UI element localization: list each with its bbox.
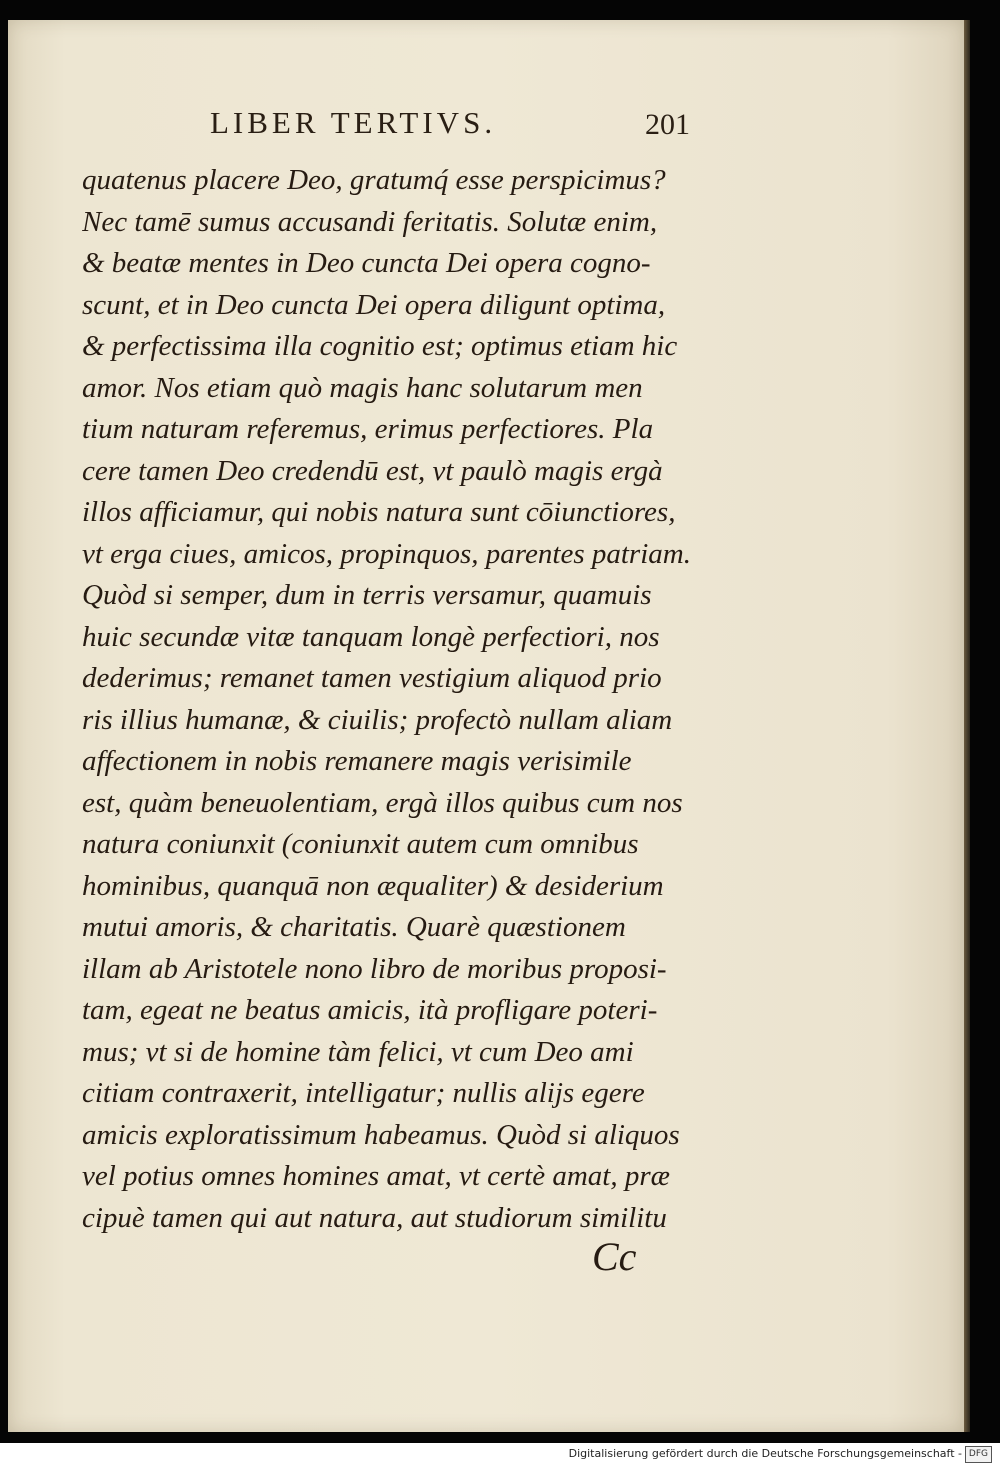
text-line: affectionem in nobis remanere magis verisimile	[82, 745, 632, 777]
text-line: Nec tamē sumus accusandi feritatis. Solutæ enim,	[82, 205, 658, 238]
page-edge	[964, 20, 970, 1432]
text-line: mutui amoris, & charitatis. Quarè quæstionem	[82, 911, 626, 943]
text-line: quatenus placere Deo, gratumq́ esse perspicimus?	[82, 164, 666, 196]
text-line: amor. Nos etiam quò magis hanc solutarum men	[82, 371, 643, 404]
text-line: cere tamen Deo credendū est, vt paulò magis ergà	[82, 454, 663, 487]
footer-bar	[0, 1443, 1000, 1465]
text-line: & beatæ mentes in Deo cuncta Dei opera cogno-	[82, 247, 651, 279]
text-line: tium naturam referemus, erimus perfectiores. Pla	[82, 413, 654, 445]
text-line: est, quàm beneuolentiam, ergà illos quibus cum nos	[82, 786, 683, 819]
text-line: dederimus; remanet tamen vestigium aliquod prio	[82, 662, 662, 694]
text-line: scunt, et in Deo cuncta Dei opera diligunt optima,	[82, 288, 666, 321]
text-line: vel potius omnes homines amat, vt certè amat, præ	[82, 1160, 670, 1192]
dfg-logo-icon: DFG	[965, 1446, 992, 1463]
text-line: illam ab Aristotele nono libro de moribus proposi-	[82, 952, 667, 985]
text-line: huic secundæ vitæ tanquam longè perfectiori, nos	[82, 620, 660, 653]
text-line: natura coniunxit (coniunxit autem cum omnibus	[82, 828, 639, 860]
text-line: & perfectissima illa cognitio est; optimus etiam hic	[82, 330, 678, 362]
text-line: ris illius humanæ, & ciuilis; profectò nullam aliam	[82, 703, 673, 736]
text-line: citiam contraxerit, intelligatur; nullis alijs egere	[82, 1077, 645, 1109]
text-line: amicis exploratissimum habeamus. Quòd si aliquos	[82, 1118, 680, 1151]
funding-credit: Digitalisierung gefördert durch die Deutsche Forschungsgemeinschaft -	[568, 1447, 962, 1460]
text-line: cipuè tamen qui aut natura, aut studiorum similitu	[82, 1201, 667, 1234]
running-head: LIBER TERTIVS.	[210, 105, 497, 140]
page-number: 201	[645, 108, 690, 141]
body-text	[82, 160, 712, 1239]
text-line: hominibus, quanquā non æqualiter) & desiderium	[82, 869, 664, 902]
catchword: Cc	[592, 1234, 637, 1279]
text-line: mus; vt si de homine tàm felici, vt cum Deo ami	[82, 1035, 634, 1068]
text-line: Quòd si semper, dum in terris versamur, quamuis	[82, 579, 652, 611]
text-line: tam, egeat ne beatus amicis, ità profligare poteri-	[82, 994, 658, 1026]
text-line: vt erga ciues, amicos, propinquos, parentes patriam.	[82, 537, 691, 570]
text-line: illos afficiamur, qui nobis natura sunt cōiunctiores,	[82, 496, 676, 528]
